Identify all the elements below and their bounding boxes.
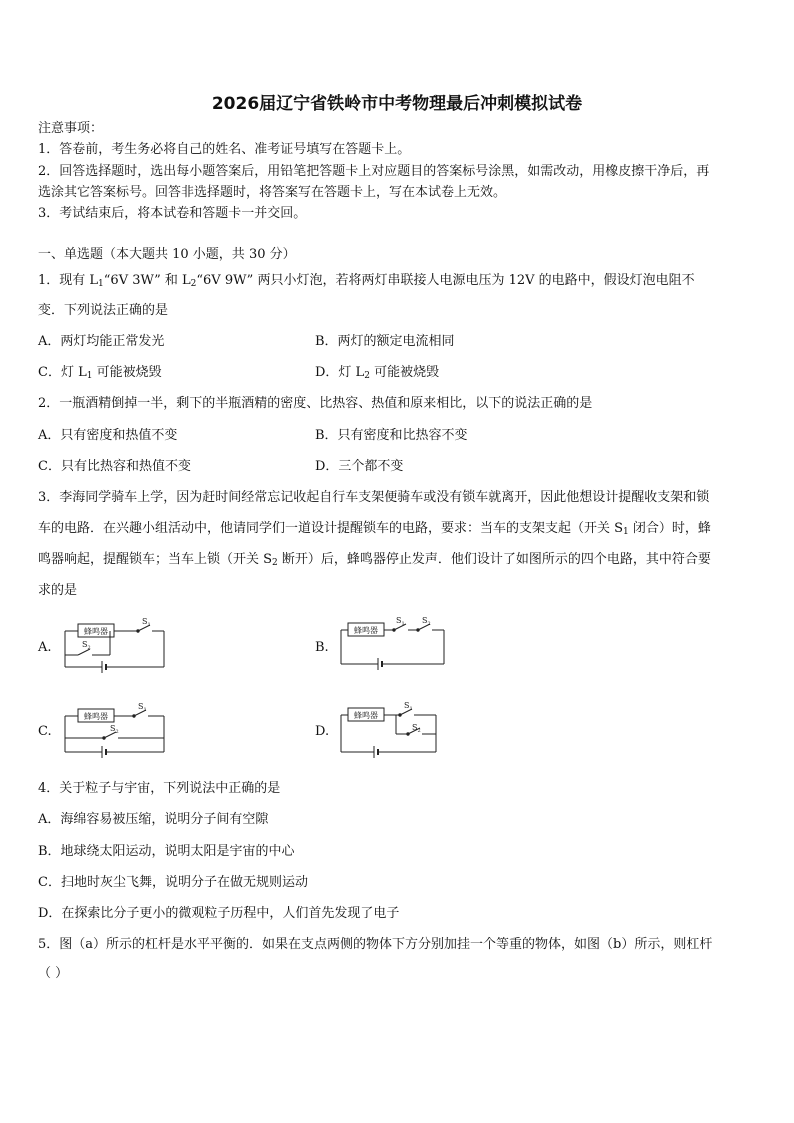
- buzzer-label: 蜂鸣器: [84, 627, 108, 636]
- q1-option-d: D．灯 $L_2$ 可能被烧毁: [315, 365, 440, 381]
- notice-item: 3．考试结束后，将本试卷和答题卡一并交回。: [38, 206, 307, 221]
- page-title: 2026届辽宁省铁岭市中考物理最后冲刺模拟试卷: [211, 94, 583, 114]
- q4-option-b: B．地球绕太阳运动，说明太阳是宇宙的中心: [38, 844, 295, 859]
- question-1-stem-cont: 变．下列说法正确的是: [38, 303, 169, 318]
- buzzer-label: 蜂鸣器: [354, 626, 378, 635]
- q1-option-b: B．两灯的额定电流相同: [315, 334, 455, 349]
- notice-item: 选涂其它答案标号。回答非选择题时，将答案写在答题卡上，写在本试卷上无效。: [38, 185, 507, 200]
- circuit-diagram-c: [60, 700, 170, 765]
- notice-item: 1．答卷前，考生务必将自己的姓名、准考证号填写在答题卡上。: [38, 142, 411, 157]
- buzzer-label: 蜂鸣器: [354, 711, 378, 720]
- q2-option-d: D．三个都不变: [315, 459, 404, 474]
- q3-option-b-label: B.: [315, 640, 329, 655]
- question-4-stem: 4．关于粒子与宇宙，下列说法中正确的是: [38, 781, 281, 796]
- svg-text:S1: $S_1$: [138, 702, 147, 713]
- q4-option-a: A．海绵容易被压缩，说明分子间有空隙: [38, 812, 269, 827]
- question-3-stem: 3．李海同学骑车上学，因为赶时间经常忘记收起自行车支架便骑车或没有锁车就离开，因此他想设计提醒收支架和锁: [38, 490, 710, 505]
- circuit-diagram-d: [336, 700, 446, 765]
- question-5-stem: 5．图（a）所示的杠杆是水平平衡的．如果在支点两侧的物体下方分别加挂一个等重的物体，如图（b）所示，则杠杆: [38, 937, 713, 952]
- q4-option-d: D．在探索比分子更小的微观粒子历程中，人们首先发现了电子: [38, 906, 400, 921]
- question-1-stem: 1．现有 $L_1“6V$ 3W” 和 $L_2“6V$ 9W” 两只小灯泡，若将两灯串联接人电源电压为 12V 的电路中，假设灯泡电阻不: [38, 273, 695, 289]
- q2-option-c: C．只有比热容和热值不变: [38, 459, 191, 474]
- notice-item: 2．回答选择题时，选出每小题答案后，用铅笔把答题卡上对应题目的答案标号涂黑，如需改动，用橡皮擦干净后，再: [38, 164, 710, 179]
- svg-text:S1: $S_1$: [142, 617, 151, 628]
- q4-option-c: C．扫地时灰尘飞舞，说明分子在做无规则运动: [38, 875, 308, 890]
- svg-text:S2: $S_2$: [422, 616, 431, 627]
- svg-text:S1: $S_1$: [396, 616, 405, 627]
- q1-option-a: A．两灯均能正常发光: [38, 334, 165, 349]
- circuit-diagram-a: [60, 615, 170, 680]
- q1-option-c: C．灯 $L_1$ 可能被烧毁: [38, 365, 162, 381]
- question-3-stem-cont: 车的电路．在兴趣小组活动中，他请同学们一道设计提醒锁车的电路，要求：当车的支架支起（开关 $S_1$ 闭合）时，蜂: [38, 521, 711, 537]
- svg-text:S2: $S_2$: [82, 640, 91, 651]
- question-3-stem-cont: 求的是: [38, 583, 78, 598]
- q2-option-a: A．只有密度和热值不变: [38, 428, 178, 443]
- svg-text:S2: $S_2$: [412, 723, 421, 734]
- question-5-blank: （ ）: [38, 966, 69, 981]
- svg-text:S1: $S_1$: [404, 701, 413, 712]
- q3-option-c-label: C.: [38, 724, 52, 739]
- buzzer-label: 蜂鸣器: [84, 712, 108, 721]
- q2-option-b: B．只有密度和比热容不变: [315, 428, 468, 443]
- svg-text:S2: $S_2$: [110, 724, 119, 735]
- notice-heading: 注意事项：: [38, 121, 104, 136]
- question-3-stem-cont: 鸣器响起，提醒锁车；当车上锁（开关 $S_2$ 断开）后，蜂鸣器停止发声．他们设计了如图所示的四个电路，其中符合要: [38, 552, 711, 568]
- q3-option-a-label: A.: [38, 640, 52, 655]
- section-heading: 一、单选题（本大题共 10 小题，共 30 分）: [38, 247, 296, 262]
- q3-option-d-label: D.: [315, 724, 330, 739]
- question-2-stem: 2．一瓶酒精倒掉一半，剩下的半瓶酒精的密度、比热容、热值和原来相比，以下的说法正确的是: [38, 396, 593, 411]
- circuit-diagram-b: [336, 614, 451, 674]
